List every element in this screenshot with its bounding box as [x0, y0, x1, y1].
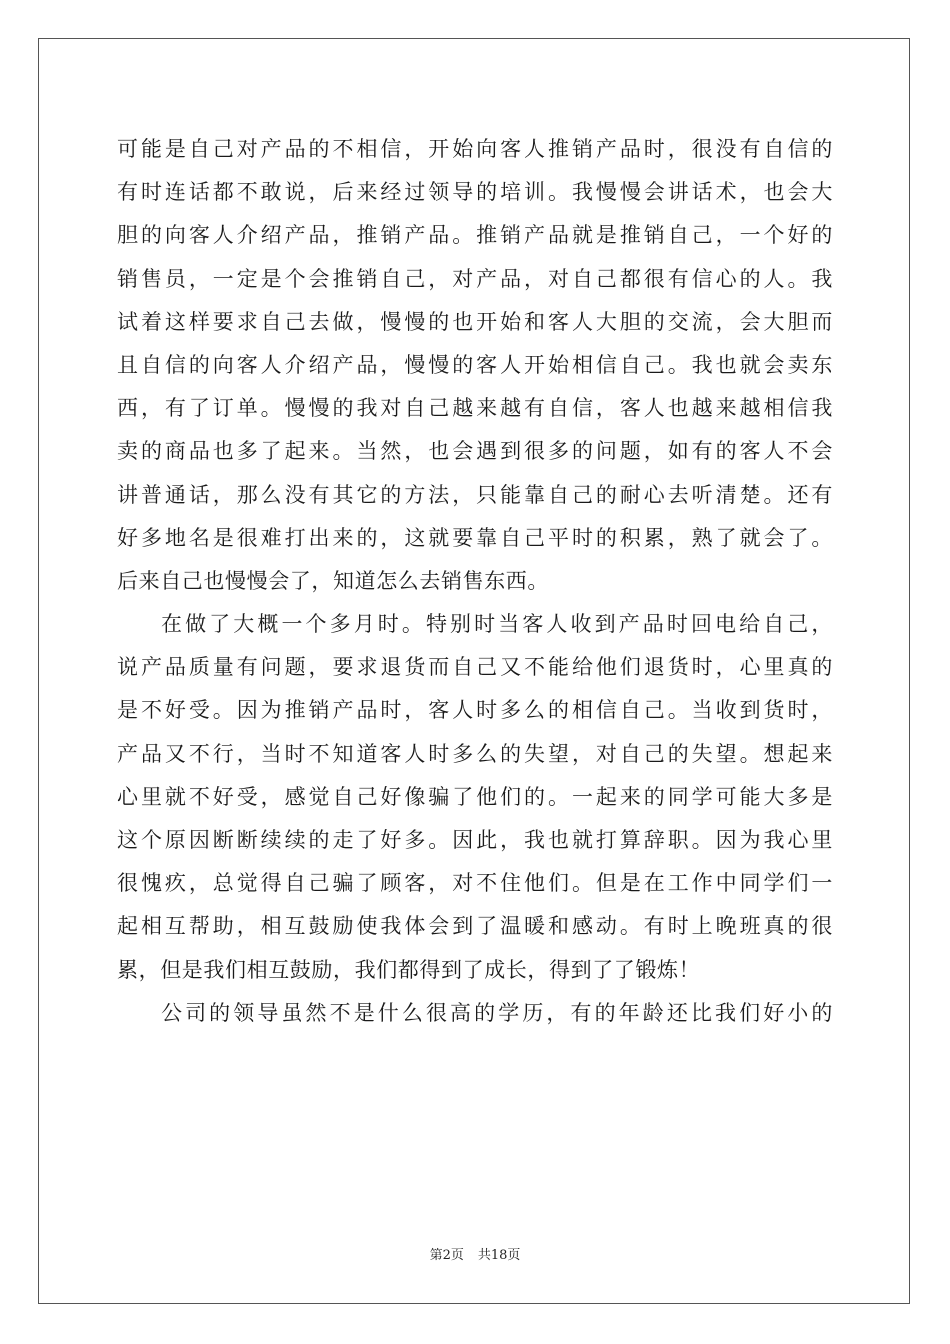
page-total: 共18页 [477, 1248, 521, 1263]
text-line: 心里就不好受，感觉自己好像骗了他们的。一起来的同学可能大多是 [117, 784, 833, 809]
text-line: 累，但是我们相互鼓励，我们都得到了成长，得到了了锻炼！ [117, 957, 701, 982]
text-line: 且自信的向客人介绍产品，慢慢的客人开始相信自己。我也就会卖东 [117, 352, 833, 377]
text-line: 公司的领导虽然不是什么很高的学历，有的年龄还比我们好小的 [161, 1000, 833, 1025]
document-body [117, 128, 833, 1035]
text-line: 后来自己也慢慢会了，知道怎么去销售东西。 [117, 568, 549, 593]
text-line: 有时连话都不敢说，后来经过领导的培训。我慢慢会讲话术，也会大 [117, 180, 833, 205]
text-line: 销售员，一定是个会推销自己，对产品，对自己都很有信心的人。我 [117, 266, 833, 291]
text-line: 试着这样要求自己去做，慢慢的也开始和客人大胆的交流，会大胆而 [117, 309, 833, 334]
text-line: 卖的商品也多了起来。当然，也会遇到很多的问题，如有的客人不会 [117, 439, 833, 464]
text-line: 讲普通话，那么没有其它的方法，只能靠自己的耐心去听清楚。还有 [117, 482, 833, 507]
text-line: 在做了大概一个多月时。特别时当客人收到产品时回电给自己， [161, 612, 833, 637]
paragraph [117, 992, 833, 1035]
text-line: 很愧疚，总觉得自己骗了顾客，对不住他们。但是在工作中同学们一 [117, 871, 833, 896]
page-number: 第2页 [429, 1248, 464, 1263]
text-line: 胆的向客人介绍产品，推销产品。推销产品就是推销自己，一个好的 [117, 223, 833, 248]
paragraph [117, 603, 833, 992]
page-footer [0, 1247, 950, 1265]
text-line: 是不好受。因为推销产品时，客人时多么的相信自己。当收到货时， [117, 698, 833, 723]
text-line: 说产品质量有问题，要求退货而自己又不能给他们退货时，心里真的 [117, 655, 833, 680]
text-line: 起相互帮助，相互鼓励使我体会到了温暖和感动。有时上晚班真的很 [117, 914, 833, 939]
text-line: 这个原因断断续续的走了好多。因此，我也就打算辞职。因为我心里 [117, 828, 833, 852]
text-line: 西，有了订单。慢慢的我对自己越来越有自信，客人也越来越相信我 [117, 396, 833, 421]
paragraph [117, 128, 833, 603]
text-line: 产品又不行，当时不知道客人时多么的失望，对自己的失望。想起来 [117, 741, 833, 766]
text-line: 可能是自己对产品的不相信，开始向客人推销产品时，很没有自信的 [117, 137, 833, 161]
text-line: 好多地名是很难打出来的，这就要靠自己平时的积累，熟了就会了。 [117, 525, 833, 550]
